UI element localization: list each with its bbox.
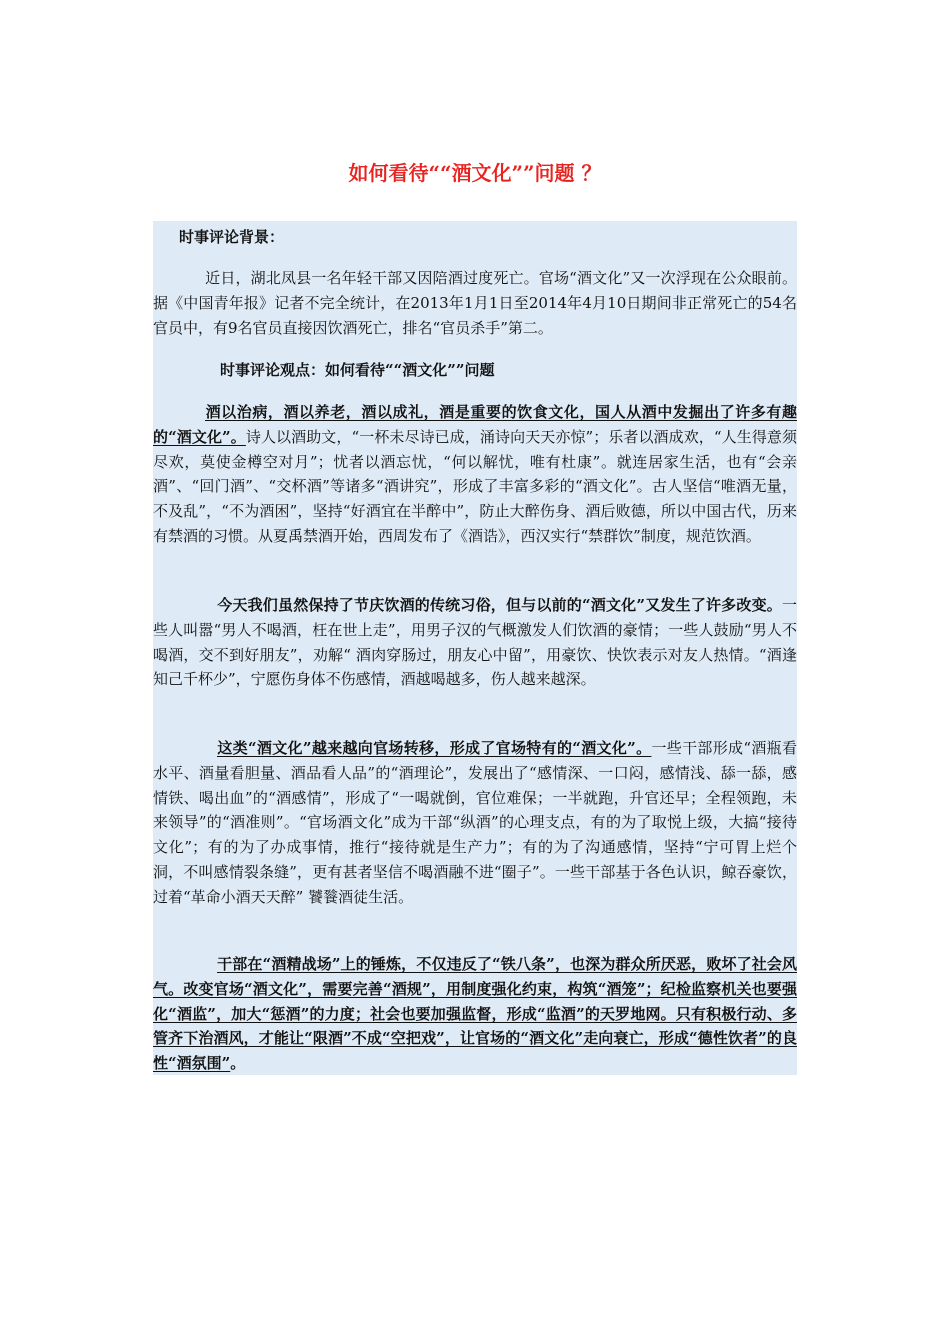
paragraph-4-end: 。 (230, 1054, 246, 1073)
paragraph-1-lead: 酒以治病，酒以养老，酒以成礼，酒是重要的饮食文化，国人从酒中发掘出了许多有趣的“酒文化”。 (153, 403, 797, 446)
paragraph-1 (153, 400, 797, 549)
background-text: 近日，湖北凤县一名年轻干部又因陪酒过度死亡。官场“酒文化”又一次浮现在公众眼前。据《中国青年报》记者不完全统计，在2013年1月1日至2014年4月10日期间非正常死亡的54名官员中，有9名官员直接因饮酒死亡，排名“官员杀手”第二。 (153, 269, 797, 337)
paragraph-4-text: 干部在“酒精战场”上的锤炼，不仅违反了“铁八条”，也深为群众所厌恶，败坏了社会风气。改变官场“酒文化”，需要完善“酒规”，用制度强化约束，构筑“酒笼”；纪检监察机关也要强化“酒监”，加大“惩酒”的力度；社会也要加强监督，形成“监酒”的天罗地网。只有积极行动、多管齐下治酒风，才能让“限酒”不成“空把戏”，让官场的“酒文化”走向衰亡，形成“德性饮者”的良性“酒氛围” (153, 955, 797, 1073)
paragraph-3-lead: 这类“酒文化”越来越向官场转移，形成了官场特有的“酒文化”。 (217, 739, 652, 757)
paragraph-1-text: 诗人以酒助文，“一杯未尽诗已成，涌诗向天天亦惊”；乐者以酒成欢，“人生得意须尽欢，莫使金樽空对月”；忧者以酒忘忧，“何以解忧，唯有杜康”。就连居家生活，也有“会亲酒”、“回门酒”、“交杯酒”等诸多“酒讲究”，形成了丰富多彩的“酒文化”。古人坚信“唯酒无量，不及乱”，“不为酒困”，坚持“好酒宜在半醉中”，防止大醉伤身、酒后败德，所以中国古代，历来有禁酒的习惯。从夏禹禁酒开始，西周发布了《酒诰》，西汉实行“禁群饮”制度，规范饮酒。 (153, 427, 797, 545)
paragraph-2-text: 一些人叫嚣“男人不喝酒，枉在世上走”，用男子汉的气概激发人们饮酒的豪情；一些人鼓励“男人不喝酒，交不到好朋友”，劝解“ 酒肉穿肠过，朋友心中留”，用豪饮、快饮表示对友人热情。“酒逢知己千杯少”，宁愿伤身体不伤感情，酒越喝越多，伤人越来越深。 (153, 596, 797, 689)
document-title: 如何看待““酒文化””问题 ？ (348, 161, 602, 185)
paragraph-2-lead: 今天我们虽然保持了节庆饮酒的传统习俗，但与以前的“酒文化”又发生了许多改变。 (217, 596, 782, 614)
viewpoint-heading: 时事评论观点：如何看待““酒文化””问题 (220, 361, 495, 379)
paragraph-3 (153, 736, 797, 910)
paragraph-2 (153, 593, 797, 692)
background-heading: 时事评论背景： (179, 228, 285, 246)
paragraph-4 (153, 952, 797, 1076)
paragraph-3-text: 一些干部形成“酒瓶看水平、酒量看胆量、酒品看人品”的“酒理论”，发展出了“感情深、一口闷，感情浅、舔一舔，感情铁、喝出血”的“酒感情”，形成了“一喝就倒，官位难保；一半就跑，升官还早；全程领跑，未来领导”的“酒准则”。“官场酒文化”成为干部“纵酒”的心理支点，有的为了取悦上级，大搞“接待文化”；有的为了办成事情，推行“接待就是生产力”；有的为了沟通感情，坚持“宁可胃上烂个洞，不叫感情裂条缝”，更有甚者坚信不喝酒融不进“圈子”。一些干部基于各色认识，鲸吞豪饮，过着“革命小酒天天醉” 饕餮酒徒生活。 (153, 739, 798, 906)
background-paragraph (153, 266, 797, 340)
